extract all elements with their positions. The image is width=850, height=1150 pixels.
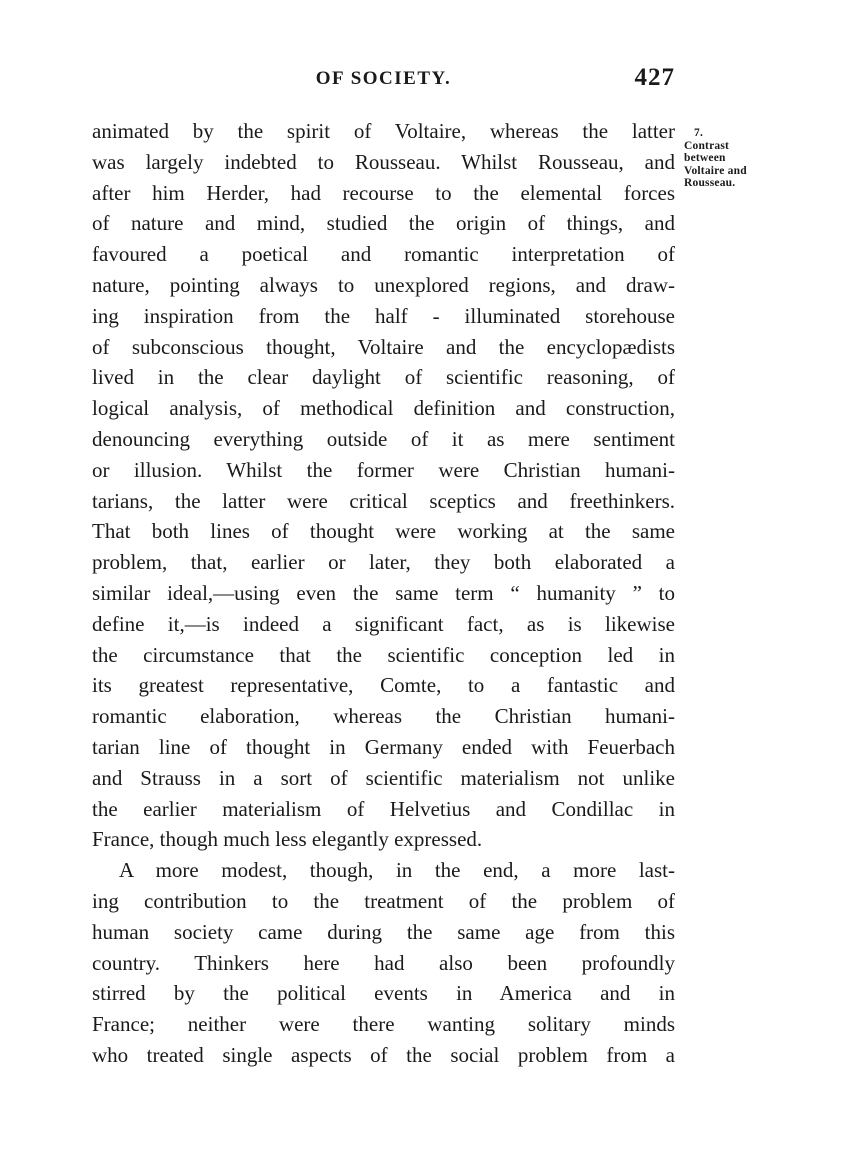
margin-note-line: between <box>684 152 726 164</box>
text-line: the circumstance that the scientific conception led in <box>92 642 675 667</box>
running-head <box>92 64 675 96</box>
text-line: nature, pointing always to unexplored regions, and draw- <box>92 272 675 297</box>
text-line: who treated single aspects of the social problem from a <box>92 1042 675 1067</box>
text-line: problem, that, earlier or later, they both elaborated a <box>92 550 675 575</box>
text-line: denouncing everything outside of it as mere sentiment <box>92 426 675 451</box>
text-line: of nature and mind, studied the origin of things, and <box>92 211 675 236</box>
text-line: stirred by the political events in America and in <box>92 981 675 1006</box>
text-line: of subconscious thought, Voltaire and the encyclopædists <box>92 334 675 359</box>
text-line: ing inspiration from the half - illuminated storehouse <box>92 303 675 328</box>
margin-note-line: Contrast <box>684 139 730 152</box>
text-line: country. Thinkers here had also been profoundly <box>92 950 675 975</box>
text-line: and Strauss in a sort of scientific materialism not unlike <box>92 765 675 790</box>
text-line: A more modest, though, in the end, a more last- <box>119 858 675 883</box>
text-line: ing contribution to the treatment of the problem of <box>92 888 675 913</box>
text-line: France; neither were there wanting solitary minds <box>92 1012 675 1037</box>
text-line: animated by the spirit of Voltaire, whereas the latter <box>92 119 675 143</box>
body-text <box>92 116 675 1071</box>
text-line: similar ideal,—using even the same term “ humanity ” to <box>92 580 675 605</box>
page-number: 427 <box>634 64 675 91</box>
text-line: logical analysis, of methodical definition and construction, <box>92 396 675 421</box>
margin-note <box>684 127 774 190</box>
margin-note-line: Voltaire and <box>684 164 747 177</box>
text-line: romantic elaboration, whereas the Christian humani- <box>92 704 675 729</box>
text-line: tarians, the latter were critical sceptics and freethinkers. <box>92 488 675 513</box>
text-line: after him Herder, had recourse to the elemental forces <box>92 180 675 205</box>
text-line: its greatest representative, Comte, to a fantastic and <box>92 673 675 698</box>
margin-note-line: Rousseau. <box>684 177 736 189</box>
text-line: France, though much less elegantly expressed. <box>92 827 483 852</box>
text-line: That both lines of thought were working at the same <box>92 519 675 544</box>
text-line: favoured a poetical and romantic interpretation of <box>92 242 675 267</box>
text-line: lived in the clear daylight of scientific reasoning, of <box>92 365 675 390</box>
text-line: human society came during the same age from this <box>92 919 675 944</box>
running-title: OF SOCIETY. <box>315 68 452 89</box>
text-line: or illusion. Whilst the former were Christian humani- <box>92 457 675 482</box>
text-line: was largely indebted to Rousseau. Whilst Rousseau, and <box>92 149 675 174</box>
paragraph <box>92 116 675 855</box>
margin-note-number: 7. <box>694 127 704 139</box>
text-line: the earlier materialism of Helvetius and Condillac in <box>92 796 675 821</box>
text-line: define it,—is indeed a significant fact, as is likewise <box>92 611 675 636</box>
text-line: tarian line of thought in Germany ended with Feuerbach <box>92 734 675 759</box>
paragraph <box>92 855 675 1071</box>
